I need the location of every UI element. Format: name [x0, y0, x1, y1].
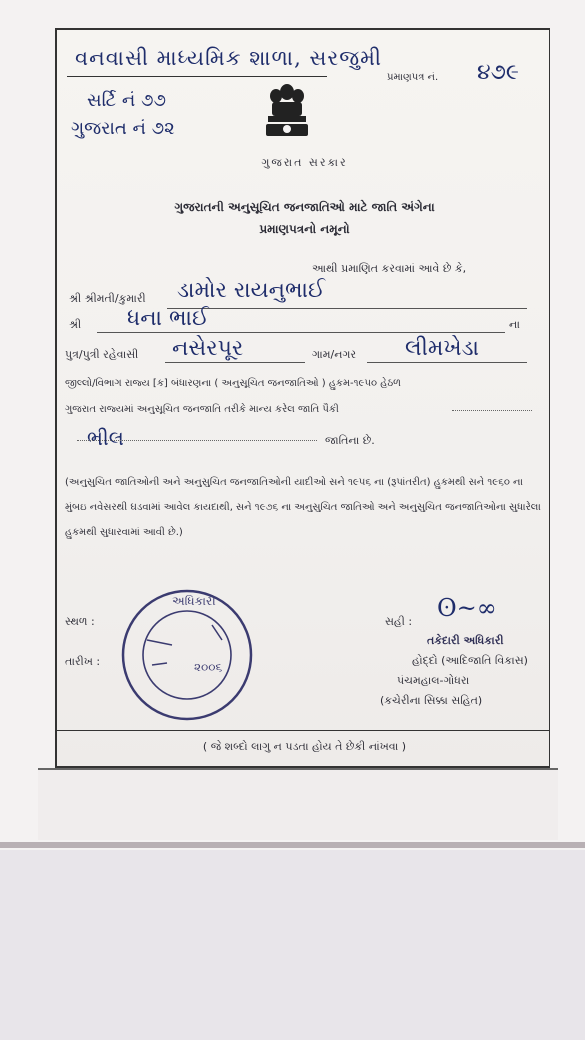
shri-label: શ્રી શ્રીમતી/કુમારી: [69, 292, 146, 305]
intro-text: આથી પ્રમાણિત કરવામાં આવે છે કે,: [312, 262, 467, 275]
title-line-1: ગુજરાતની અનુસૂચિત જનજાતિઓ માટે જાતિ અંગેના: [174, 200, 435, 214]
title-line-2: પ્રમાણપત્રનો નમૂનો: [259, 222, 350, 236]
school-name-handwritten: વનવાસી માધ્યમિક શાળા, સરજુમી: [75, 46, 382, 70]
paper-fold: [38, 768, 558, 840]
village-underline: [165, 362, 305, 363]
caste-name: ભીલ: [87, 426, 124, 450]
officer-post: હોદ્દો (આદિજાતિ વિકાસ): [412, 654, 528, 667]
applicant-name: ડામોર રાયનુભાઈ: [177, 278, 326, 303]
caste-dotted-line: [77, 440, 317, 441]
officer-place: પંચમહાલ-ગોધરા: [397, 674, 470, 687]
place-label: સ્થળ :: [65, 615, 95, 628]
officer-signature: ʘ~∞: [437, 594, 497, 622]
jatina-label: જાતિના છે.: [325, 434, 375, 447]
signature-label: સહી :: [385, 615, 413, 628]
strike-note: ( જે શબ્દો લાગુ ન પડતા હોય તે છેકી નાંખવા ): [202, 740, 407, 753]
name-underline: [167, 308, 527, 309]
caste-certificate: [55, 28, 550, 768]
serial-number-handwritten: સર્ટિ નં ૭૭: [87, 90, 166, 111]
shri-label-2: શ્રી: [69, 318, 82, 331]
father-name: ધના ભાઈ: [127, 306, 209, 331]
blank-area: [0, 850, 585, 1040]
header-rule: [67, 76, 327, 77]
scan-edge: [0, 842, 585, 848]
certificate-number-label: પ્રમાણપત્ર નં.: [387, 72, 439, 83]
district-line: જીલ્લો/વિભાગ રાજ્ય [ક] બંધારણના ( અનુસૂચિત જનજાતિઓ ) હુકમ-૧૯૫૦ હેઠળ: [65, 378, 401, 389]
village-name: નસેરપૂર: [172, 336, 244, 361]
ashoka-emblem-icon: [262, 80, 312, 140]
stamp-date-text: ૨૦૦૬: [194, 660, 223, 674]
son-label: પુત્ર/પુત્રી રહેવાસી: [65, 348, 139, 361]
official-stamp-icon: [112, 585, 262, 725]
certificate-number-value: ૪૭૯: [477, 60, 519, 85]
government-label: ગુજરાત સરકાર: [261, 156, 348, 169]
state-line: ગુજરાત રાજ્યમાં અનુસૂચિત જનજાતિ તરીકે માન્ય કરેલ જાતિ પૈકી: [65, 404, 339, 415]
officer-title: તકેદારી અધિકારી: [427, 634, 504, 647]
date-label: તારીખ :: [65, 655, 101, 668]
taluka-name: લીમખેડા: [405, 336, 480, 361]
na-label: ના: [509, 318, 520, 331]
gram-label: ગામ/નગર: [312, 348, 357, 361]
father-underline: [97, 332, 505, 333]
legal-paragraph: (અનુસુચિત જાતિઓની અને અનુસુચિત જનજાતિઓની યાદીઓ સને ૧૯૫૬ ના (રૂપાંતરીત) હુકમથી સને ૧૯૬૦ ના મુંબઇ નવેસરથી ઘડવામાં આવેલ કાયદાથી, સને ૧૯૭૬ ના અનુસુચિત જાતિઓ અને અનુસુચિત જનજાતિઓના સુધારેલા હુકમથી સુધારવામાં આવી છે.): [65, 477, 541, 538]
stamp-top-text: અધિકારી: [172, 594, 216, 608]
taluka-underline: [367, 362, 527, 363]
office-seal-note: (કચેરીના સિક્કા સહિત): [380, 694, 483, 707]
state-dotted-line: [452, 410, 532, 411]
footer-rule: [57, 730, 550, 731]
register-number-handwritten: ગુજરાત નં ૭૨: [71, 118, 175, 139]
